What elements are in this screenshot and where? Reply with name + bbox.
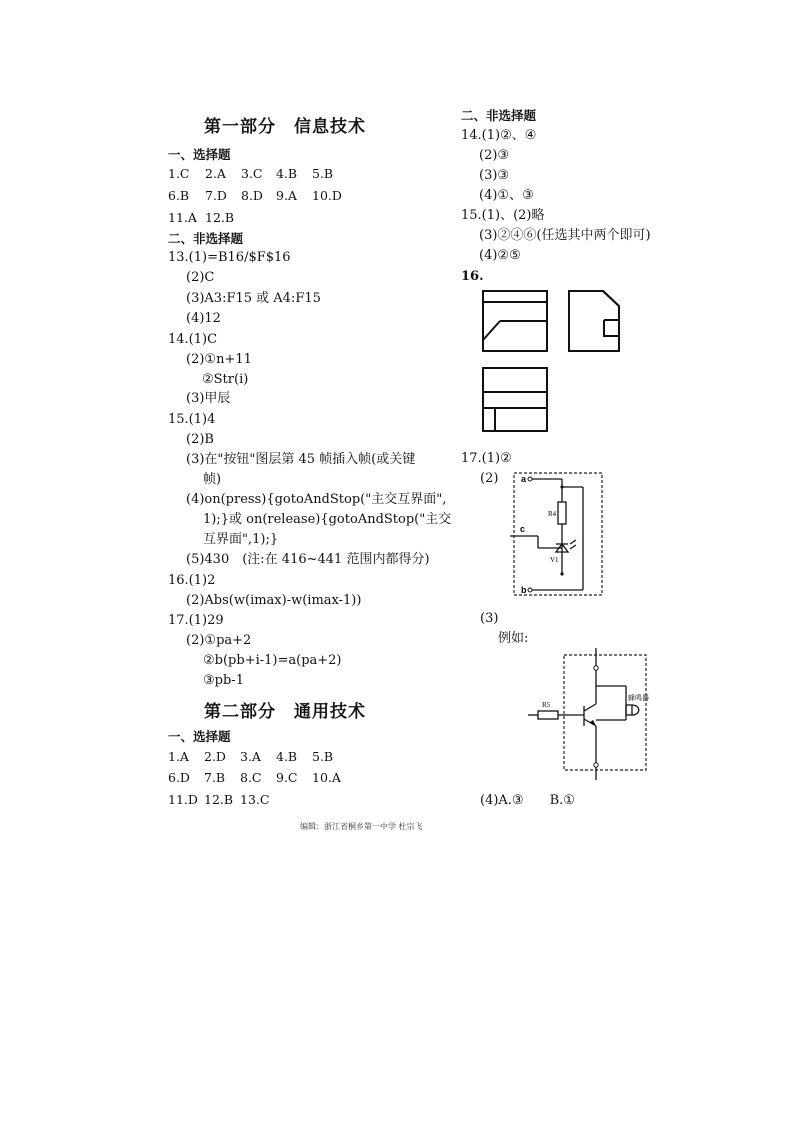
answer-line: (3)③: [479, 168, 510, 183]
label-r5: R5: [542, 701, 551, 709]
answer-line: 1);}或 on(release){gotoAndStop("主交: [203, 512, 452, 527]
q17-2: (2): [480, 471, 499, 486]
answer: 5.B: [312, 749, 334, 764]
answer-line: (3)②④⑥(任选其中两个即可): [479, 228, 651, 243]
resistor-r5: [538, 711, 558, 719]
answer: 2.A: [205, 166, 226, 181]
answer: 6.B: [168, 188, 190, 203]
part1-nonmc-heading: 二、非选择题: [168, 231, 244, 246]
answer: 9.A: [276, 188, 297, 203]
answer: 5.B: [312, 166, 334, 181]
answer-line: (2)③: [479, 148, 510, 163]
answer-line: (2)C: [186, 270, 215, 285]
answer-line: (4)①、③: [479, 188, 534, 203]
part1-title: 第一部分 信息技术: [204, 117, 366, 137]
answer: 11.D: [168, 792, 198, 807]
label-b: b: [521, 585, 527, 595]
example-label: 例如:: [498, 631, 529, 646]
label-v1: V1: [550, 556, 559, 564]
answer-line: 14.(1)②、④: [461, 128, 537, 143]
answer: 8.C: [240, 770, 262, 785]
answer: 13.C: [240, 792, 270, 807]
answer: 12.B: [204, 792, 234, 807]
label-buzzer: 蜂鸣器: [628, 694, 649, 702]
answer: 4.B: [276, 166, 298, 181]
answer: 4.B: [276, 749, 298, 764]
answer: 10.D: [312, 188, 342, 203]
answer: 1.C: [168, 166, 190, 181]
answer-line: ②b(pb+i-1)=a(pa+2): [203, 653, 342, 668]
answer-line: 15.(1)4: [168, 412, 216, 427]
q17-1: 17.(1)②: [461, 451, 512, 466]
answer-line: 帧): [203, 472, 222, 487]
answer-line: (2)①n+11: [186, 352, 252, 367]
footer-credit: 编辑：浙江省桐乡第一中学 杜宗飞: [300, 822, 423, 831]
answer-line: ②Str(i): [202, 372, 249, 387]
answer: 2.D: [204, 749, 226, 764]
answer: 9.C: [276, 770, 298, 785]
answer-line: (3)在"按钮"图层第 45 帧插入帧(或关键: [186, 452, 416, 467]
answer-line: (4)on(press){gotoAndStop("主交互界面",: [186, 492, 447, 507]
part2-title: 第二部分 通用技术: [204, 702, 366, 722]
answer: 11.A: [168, 210, 197, 225]
label-r4: R4: [548, 510, 557, 518]
answer-line: 15.(1)、(2)略: [461, 208, 545, 223]
answer-line: 14.(1)C: [168, 332, 218, 347]
q17-3: (3): [480, 611, 499, 626]
top-view: [483, 368, 547, 431]
answer: 1.A: [168, 749, 189, 764]
label-c: c: [520, 524, 526, 534]
answer: 10.A: [312, 770, 341, 785]
part2-mc-heading: 一、选择题: [168, 729, 231, 744]
answer: 6.D: [168, 770, 190, 785]
part1-mc-heading: 一、选择题: [168, 147, 231, 162]
answer-line: (3)A3:F15 或 A4:F15: [186, 291, 321, 306]
answer-line: (4)12: [186, 311, 221, 326]
three-view-drawing: [480, 288, 640, 438]
answer-line: 互界面",1);}: [203, 532, 279, 547]
answer-line: 17.(1)29: [168, 613, 224, 628]
answer: 8.D: [241, 188, 263, 203]
answer-line: 16.: [461, 269, 484, 284]
answer: 7.D: [205, 188, 227, 203]
answer-line: (4)②⑤: [479, 248, 521, 263]
answer-line: (2)①pa+2: [186, 633, 252, 648]
answer-line: 16.(1)2: [168, 573, 216, 588]
q17-4: (4)A.③ B.①: [480, 793, 575, 808]
circuit-diagram-2: [524, 648, 654, 780]
answer: 7.B: [204, 770, 226, 785]
answer: 12.B: [205, 210, 235, 225]
answer-line: 13.(1)=B16/$F$16: [168, 250, 291, 265]
resistor-r4: [558, 502, 566, 524]
circuit-diagram-1: [506, 470, 606, 600]
answer: 3.A: [240, 749, 261, 764]
answer: 3.C: [241, 166, 263, 181]
answer-line: (3)甲辰: [186, 391, 231, 406]
buzzer: [626, 705, 632, 715]
answer-line: (2)B: [186, 432, 214, 447]
answer-line: (5)430 (注:在 416~441 范围内都得分): [186, 552, 430, 567]
answer-line: (2)Abs(w(imax)-w(imax-1)): [186, 593, 362, 608]
label-a: a: [521, 474, 527, 484]
answer-line: ③pb-1: [203, 673, 244, 688]
right-nonmc-heading: 二、非选择题: [461, 108, 537, 123]
